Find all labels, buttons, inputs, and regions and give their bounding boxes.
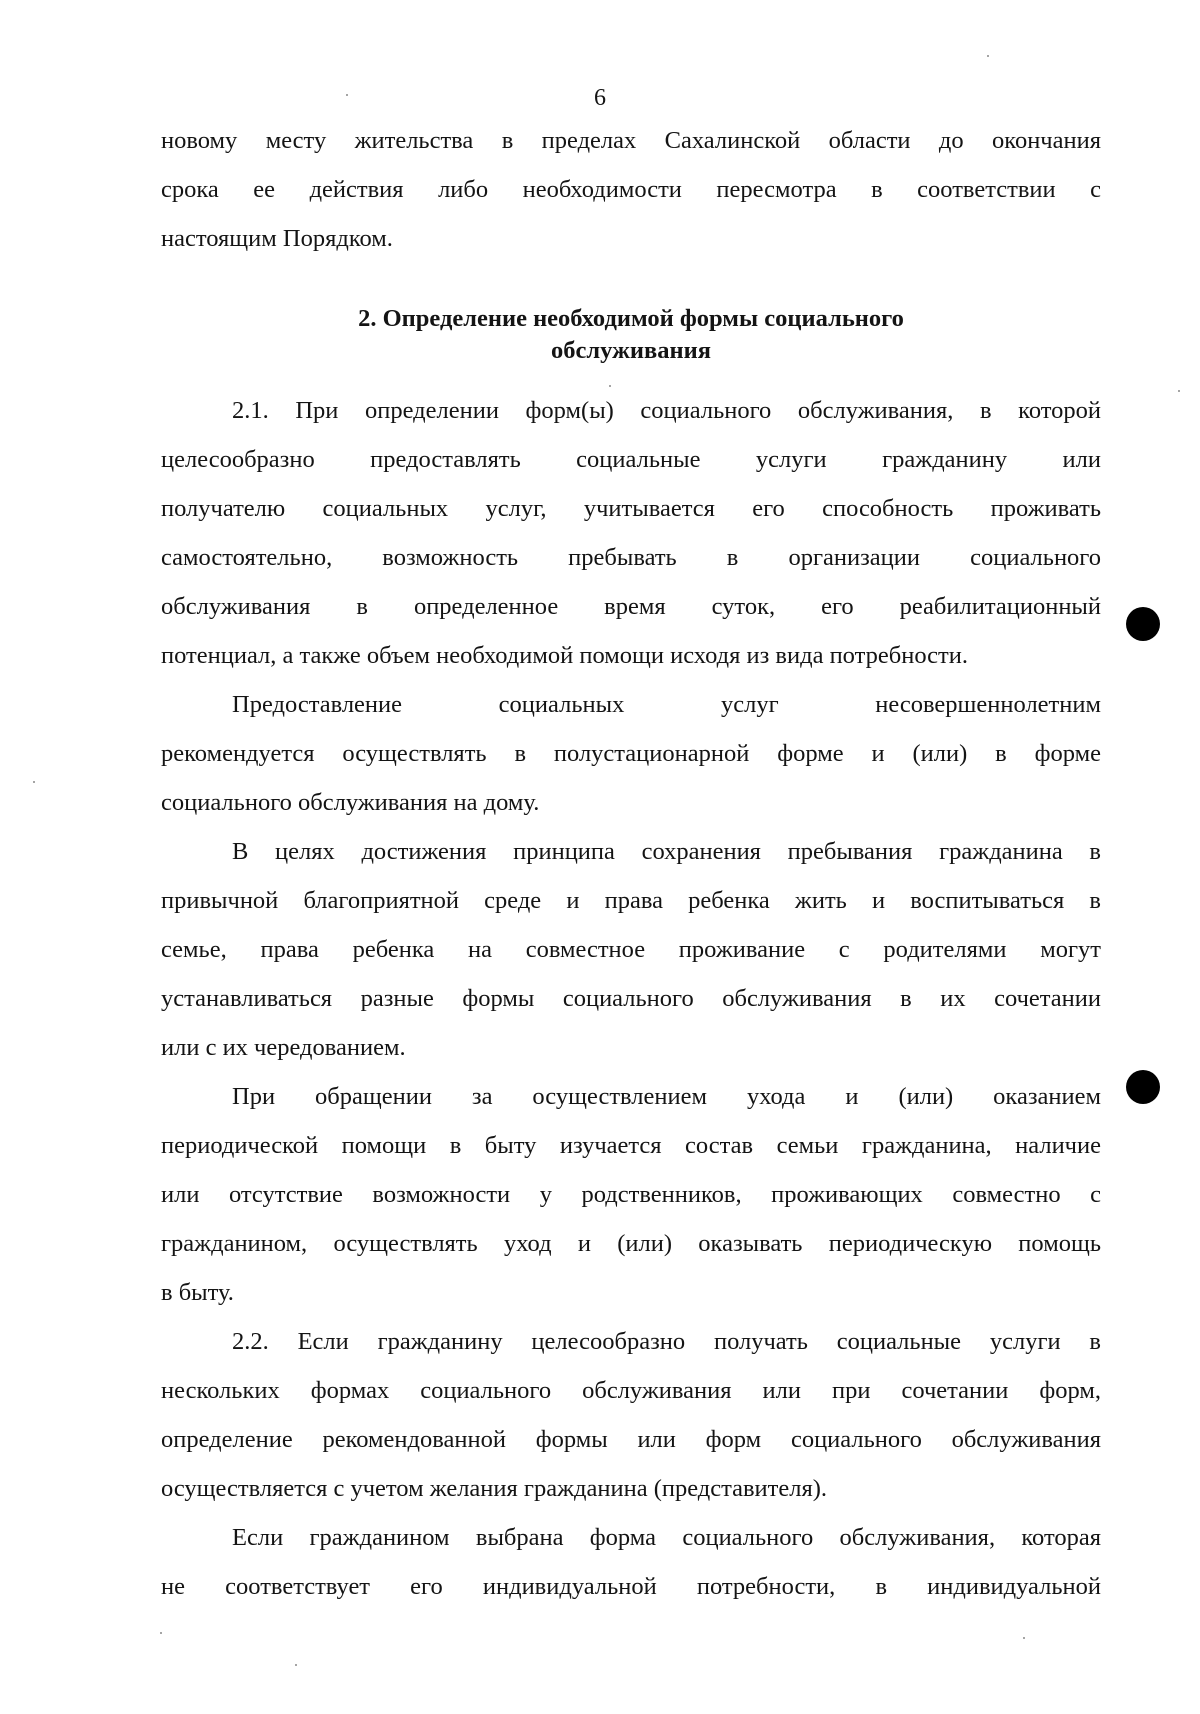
paragraph-chosen-form bbox=[161, 1513, 1101, 1611]
text-line: гражданином, осуществлять уход и (или) оказывать периодическую помощь bbox=[161, 1230, 1101, 1257]
punch-hole-icon bbox=[1126, 1070, 1160, 1104]
scan-speck bbox=[346, 94, 348, 96]
text-line: 2.2. Если гражданину целесообразно получать социальные услуги в bbox=[232, 1328, 1101, 1355]
scan-speck bbox=[609, 385, 611, 387]
scan-speck bbox=[1178, 390, 1180, 392]
text-line: или с их чередованием. bbox=[161, 1034, 406, 1061]
text-line: рекомендуется осуществлять в полустационарной форме и (или) в форме bbox=[161, 740, 1101, 767]
body-text bbox=[161, 386, 1101, 1611]
text-line: семье, права ребенка на совместное проживание с родителями могут bbox=[161, 936, 1101, 963]
text-line: в быту. bbox=[161, 1279, 234, 1306]
text-line: нескольких формах социального обслуживания или при сочетании форм, bbox=[161, 1377, 1101, 1404]
intro-block bbox=[161, 116, 1101, 263]
scan-speck bbox=[295, 1664, 297, 1666]
text-line: потенциал, а также объем необходимой помощи исходя из вида потребности. bbox=[161, 642, 968, 669]
text-line: При обращении за осуществлением ухода и (или) оказанием bbox=[232, 1083, 1101, 1110]
text-line: самостоятельно, возможность пребывать в организации социального bbox=[161, 544, 1101, 571]
paragraph-family-environment bbox=[161, 827, 1101, 1072]
text-line: В целях достижения принципа сохранения пребывания гражданина в bbox=[232, 838, 1101, 865]
punch-hole-icon bbox=[1126, 607, 1160, 641]
text-line: 2.1. При определении форм(ы) социального обслуживания, в которой bbox=[232, 397, 1101, 424]
text-line: осуществляется с учетом желания гражданина (представителя). bbox=[161, 1475, 828, 1502]
scan-speck bbox=[160, 1632, 162, 1634]
section-heading-line: 2. Определение необходимой формы социального bbox=[358, 305, 904, 332]
scan-speck bbox=[987, 55, 989, 57]
section-heading-line: обслуживания bbox=[551, 337, 711, 364]
page-number: 6 bbox=[594, 85, 606, 111]
text-line: Если гражданином выбрана форма социального обслуживания, которая bbox=[232, 1524, 1101, 1551]
paragraph-care-request bbox=[161, 1072, 1101, 1317]
scan-speck bbox=[1023, 1637, 1025, 1639]
text-line: обслуживания в определенное время суток, его реабилитационный bbox=[161, 593, 1101, 620]
text-line: не соответствует его индивидуальной потребности, в индивидуальной bbox=[161, 1573, 1101, 1600]
text-line: или отсутствие возможности у родственников, проживающих совместно с bbox=[161, 1181, 1101, 1208]
text-line: получателю социальных услуг, учитывается его способность проживать bbox=[161, 495, 1101, 522]
paragraph-2-1 bbox=[161, 386, 1101, 680]
section-heading bbox=[161, 303, 1101, 367]
text-line: новому месту жительства в пределах Сахалинской области до окончания bbox=[161, 127, 1101, 154]
text-line: определение рекомендованной формы или форм социального обслуживания bbox=[161, 1426, 1101, 1453]
scan-speck bbox=[33, 781, 35, 783]
text-line: устанавливаться разные формы социального обслуживания в их сочетании bbox=[161, 985, 1101, 1012]
text-line: настоящим Порядком. bbox=[161, 225, 393, 252]
text-line: срока ее действия либо необходимости пересмотра в соответствии с bbox=[161, 176, 1101, 203]
paragraph-minors bbox=[161, 680, 1101, 827]
text-line: социального обслуживания на дому. bbox=[161, 789, 540, 816]
text-line: целесообразно предоставлять социальные услуги гражданину или bbox=[161, 446, 1101, 473]
paragraph-2-2 bbox=[161, 1317, 1101, 1513]
text-line: привычной благоприятной среде и права ребенка жить и воспитываться в bbox=[161, 887, 1101, 914]
text-line: Предоставление социальных услуг несовершеннолетним bbox=[232, 691, 1101, 718]
text-line: периодической помощи в быту изучается состав семьи гражданина, наличие bbox=[161, 1132, 1101, 1159]
